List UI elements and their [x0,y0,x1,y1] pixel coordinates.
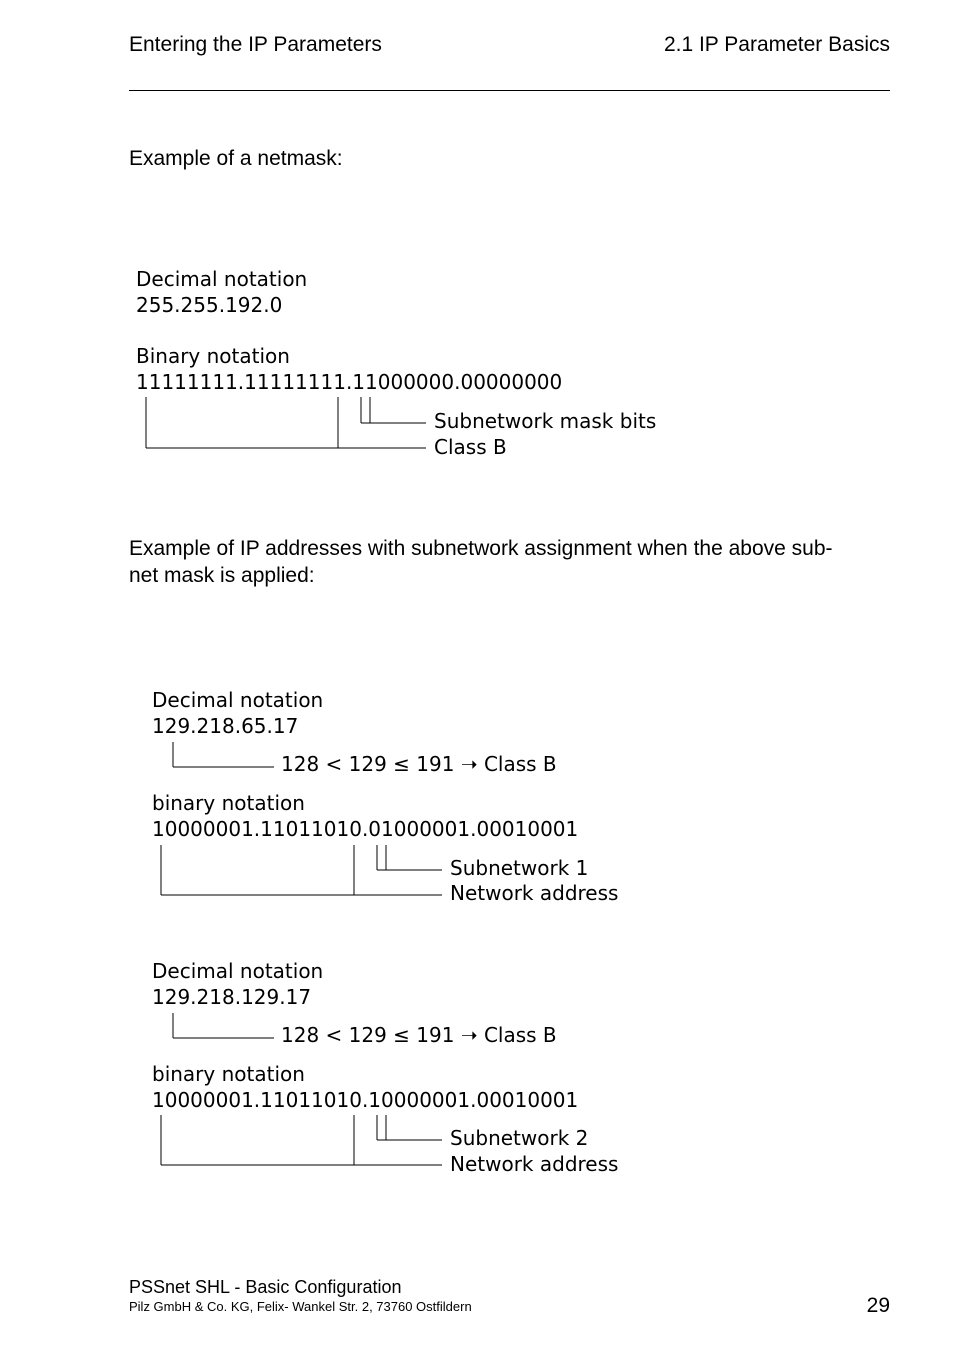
example-decimal-value: 129.218.129.17 [152,985,312,1009]
netmask-binary-value: 11111111.11111111.11000000.00000000 [136,370,563,394]
example-class-note: 128 < 129 ≤ 191 ➝ Class B [281,1023,557,1047]
ip-intro-line-1: Example of IP addresses with subnetwork assignment when the above sub- [129,537,833,560]
example-subnet-annotation: Subnetwork 1 [450,856,589,880]
footer-company-address: Pilz GmbH & Co. KG, Felix- Wankel Str. 2, 73760 Ostfildern [129,1299,472,1314]
netmask-class-annotation: Class B [434,435,507,459]
example-decimal-value: 129.218.65.17 [152,714,299,738]
example-binary-value: 10000001.11011010.01000001.00010001 [152,817,579,841]
netmask-decimal-label: Decimal notation [136,267,308,291]
example-network-annotation: Network address [450,1152,619,1176]
footer-document-title: PSSnet SHL - Basic Configuration [129,1277,402,1297]
example-decimal-label: Decimal notation [152,959,324,983]
netmask-binary-label: Binary notation [136,344,290,368]
netmask-subnet-annotation: Subnetwork mask bits [434,409,657,433]
example-subnet-annotation: Subnetwork 2 [450,1126,589,1150]
page-number: 29 [866,1294,890,1317]
example-class-note: 128 < 129 ≤ 191 ➝ Class B [281,752,557,776]
netmask-intro: Example of a netmask: [129,147,343,170]
example-decimal-label: Decimal notation [152,688,324,712]
example-binary-value: 10000001.11011010.10000001.00010001 [152,1088,579,1112]
header-section-title: Entering the IP Parameters [129,33,382,56]
example-network-annotation: Network address [450,881,619,905]
header-chapter-title: 2.1 IP Parameter Basics [663,33,890,56]
example-binary-label: binary notation [152,1062,305,1086]
example-binary-label: binary notation [152,791,305,815]
netmask-decimal-value: 255.255.192.0 [136,293,283,317]
ip-intro-line-2: net mask is applied: [129,564,315,587]
